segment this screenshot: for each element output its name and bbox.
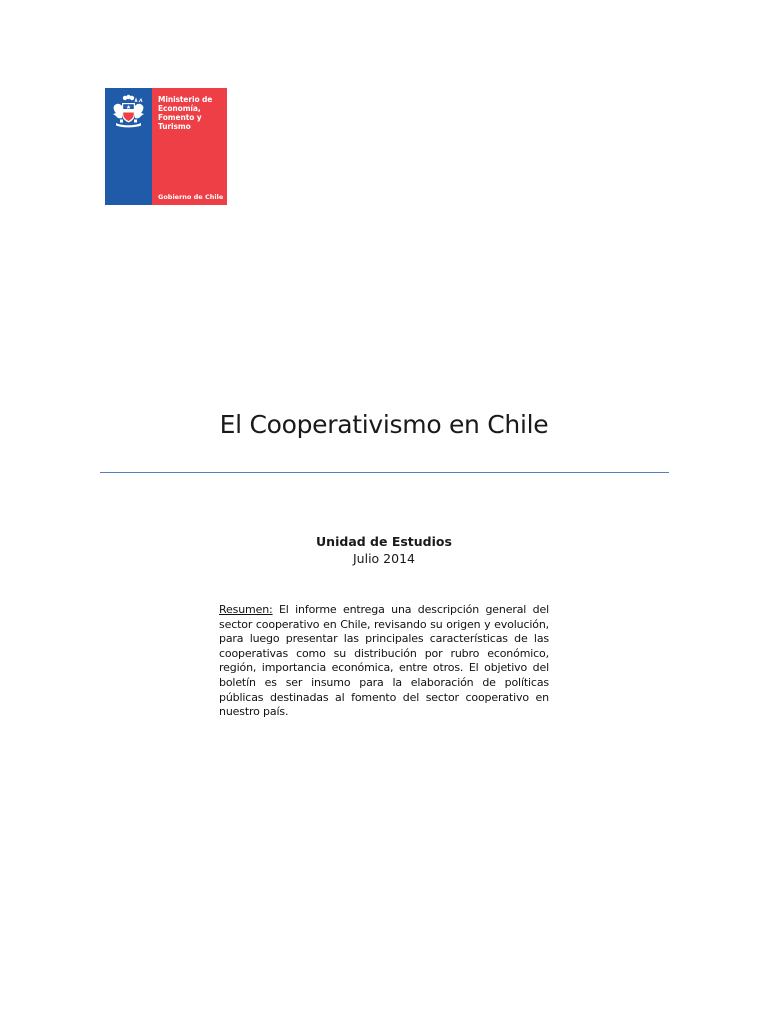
ministry-logo — [105, 88, 227, 205]
document-title: El Cooperativismo en Chile — [219, 410, 549, 439]
logo-blue-panel — [105, 88, 152, 205]
chile-coat-of-arms-icon — [110, 94, 147, 130]
logo-government-label: Gobierno de Chile — [158, 193, 224, 201]
publication-date: Julio 2014 — [353, 551, 415, 566]
abstract — [219, 603, 549, 720]
logo-ministry-line: Fomento y — [158, 113, 202, 122]
logo-ministry-line: Turismo — [158, 122, 191, 131]
logo-ministry-line: Economía, — [158, 104, 201, 113]
abstract-label: Resumen: — [219, 603, 273, 616]
logo-ministry-name — [158, 95, 212, 131]
title-divider — [100, 472, 669, 473]
abstract-text: El informe entrega una descripción general del sector cooperativo en Chile, revisando su origen y evolución, para luego presentar las principales características de las cooperativas como su distribución por rubro económico, región, importancia económica, entre otros. El objetivo del boletín es ser insumo para la elaboración de políticas públicas destinadas al fomento del sector cooperativo en nuestro país. — [219, 603, 549, 719]
logo-ministry-line: Ministerio de — [158, 95, 213, 104]
author-unit: Unidad de Estudios — [316, 534, 452, 549]
logo-red-panel — [152, 88, 227, 205]
